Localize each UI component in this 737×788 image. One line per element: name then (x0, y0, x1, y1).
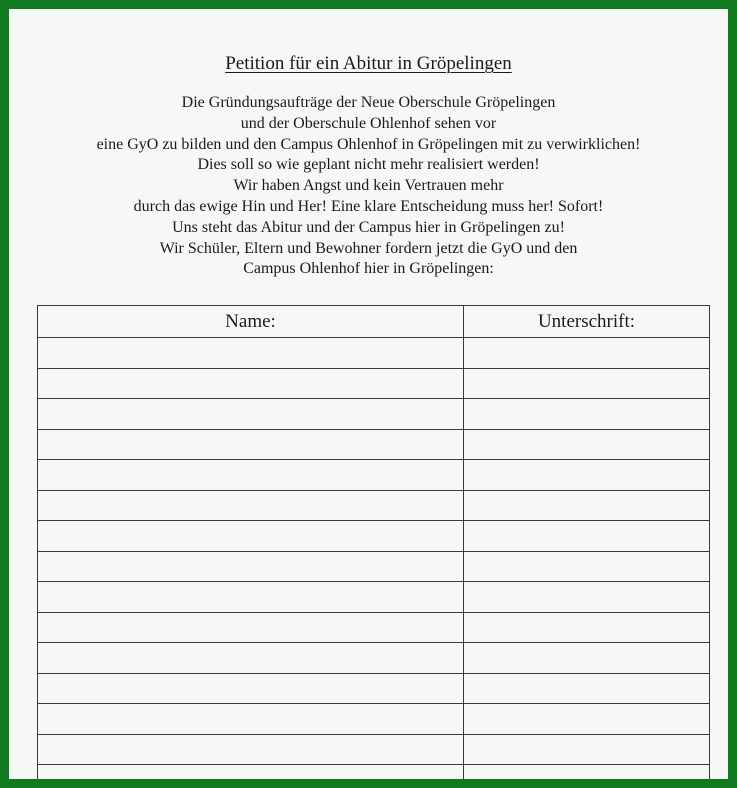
name-cell[interactable] (38, 429, 464, 460)
name-cell[interactable] (38, 490, 464, 521)
signature-cell[interactable] (464, 490, 710, 521)
table-row (38, 551, 710, 582)
signature-cell[interactable] (464, 643, 710, 674)
signature-cell[interactable] (464, 399, 710, 430)
name-cell[interactable] (38, 368, 464, 399)
name-cell[interactable] (38, 582, 464, 613)
text-line: Campus Ohlenhof hier in Gröpelingen: (243, 260, 494, 278)
name-cell[interactable] (38, 734, 464, 765)
text-line: Wir haben Angst und kein Vertrauen mehr (233, 177, 504, 195)
table-row (38, 521, 710, 552)
table-row (38, 368, 710, 399)
signature-cell[interactable] (464, 734, 710, 765)
signature-cell[interactable] (464, 673, 710, 704)
signature-cell[interactable] (464, 765, 710, 788)
signature-cell[interactable] (464, 460, 710, 491)
table-row (38, 338, 710, 369)
title-text: Petition für ein Abitur in Gröpelingen (225, 53, 512, 74)
signature-column-header: Unterschrift: (464, 306, 710, 338)
text-line: Uns steht das Abitur und der Campus hier in Gröpelingen zu! (172, 218, 565, 236)
table-row (38, 490, 710, 521)
text-line: Die Gründungsaufträge der Neue Oberschule Gröpelingen (181, 94, 556, 111)
text-line: durch das ewige Hin und Her! Eine klare Entscheidung muss her! Sofort! (133, 197, 604, 215)
signature-table (37, 305, 710, 788)
text-line: Wir Schüler, Eltern und Bewohner fordern jetzt die GyO und den (159, 239, 578, 257)
table-row (38, 582, 710, 613)
text-line: und der Oberschule Ohlenhof sehen vor (240, 114, 497, 132)
name-cell[interactable] (38, 338, 464, 369)
name-cell[interactable] (38, 643, 464, 674)
signature-cell[interactable] (464, 429, 710, 460)
name-cell[interactable] (38, 704, 464, 735)
name-cell[interactable] (38, 551, 464, 582)
signature-cell[interactable] (464, 338, 710, 369)
table-row (38, 643, 710, 674)
table-row (38, 765, 710, 788)
signature-cell[interactable] (464, 551, 710, 582)
table-row (38, 460, 710, 491)
table-row (38, 734, 710, 765)
table-row (38, 704, 710, 735)
table-header-row (38, 306, 710, 338)
text-line: eine GyO zu bilden und den Campus Ohlenhof in Gröpelingen mit zu verwirklichen! (96, 135, 641, 153)
table-row (38, 612, 710, 643)
table-row (38, 673, 710, 704)
name-cell[interactable] (38, 673, 464, 704)
name-column-header: Name: (38, 306, 464, 338)
table-row (38, 399, 710, 430)
signature-cell[interactable] (464, 582, 710, 613)
signature-rows (38, 338, 710, 788)
signature-cell[interactable] (464, 704, 710, 735)
name-cell[interactable] (38, 521, 464, 552)
name-cell[interactable] (38, 460, 464, 491)
name-cell[interactable] (38, 612, 464, 643)
page-title (9, 53, 728, 75)
name-cell[interactable] (38, 765, 464, 788)
name-cell[interactable] (38, 399, 464, 430)
text-line: Dies soll so wie geplant nicht mehr realisiert werden! (197, 156, 540, 174)
table-row (38, 429, 710, 460)
signature-cell[interactable] (464, 612, 710, 643)
signature-cell[interactable] (464, 368, 710, 399)
petition-text (9, 93, 728, 280)
signature-cell[interactable] (464, 521, 710, 552)
